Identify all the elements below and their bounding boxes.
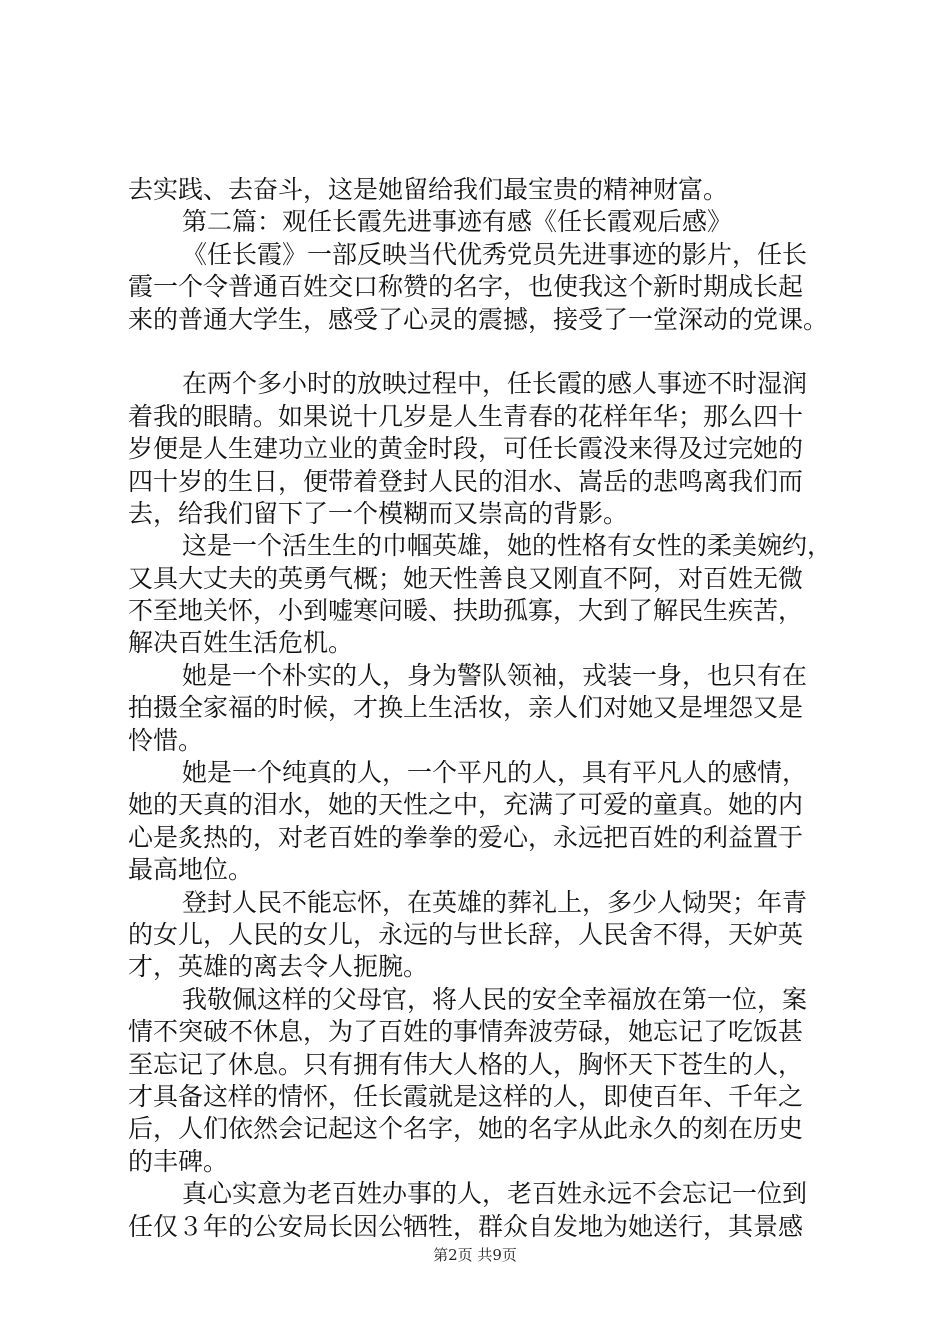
text-line: 最高地位。: [128, 855, 254, 885]
text-line: 岁便是人生建功立业的黄金时段，可任长霞没来得及过完她的: [128, 434, 804, 464]
text-line: 任仅３年的公安局长因公牺牲，群众自发地为她送行，其景感: [128, 1211, 804, 1241]
text-line: 又具大丈夫的英勇气概；她天性善良又刚直不阿，对百姓无微: [128, 563, 804, 593]
text-line: 才具备这样的情怀，任长霞就是这样的人，即使百年、千年之: [128, 1081, 804, 1111]
text-line: 情不突破不休息，为了百姓的事情奔波劳碌，她忘记了吃饭甚: [128, 1017, 804, 1047]
text-line: 的丰碑。: [128, 1146, 229, 1176]
text-line: 四十岁的生日，便带着登封人民的泪水、嵩岳的悲鸣离我们而: [128, 466, 804, 496]
text-line: 才，英雄的离去令人扼腕。: [128, 952, 429, 982]
page-number-footer: 第2页 共9页: [433, 1246, 517, 1264]
text-line: 来的普通大学生，感受了心灵的震撼，接受了一堂深动的党课。: [128, 304, 829, 334]
text-line: 去实践、去奋斗，这是她留给我们最宝贵的精神财富。: [128, 175, 729, 204]
text-line: 至忘记了休息。只有拥有伟大人格的人，胸怀天下苍生的人，: [128, 1049, 804, 1079]
text-line: 登封人民不能忘怀，在英雄的葬礼上，多少人恸哭；年青: [182, 887, 808, 917]
text-line: 《任长霞》一部反映当代优秀党员先进事迹的影片，任长: [182, 239, 808, 269]
text-line: 她是一个朴实的人，身为警队领袖，戎装一身，也只有在: [182, 660, 808, 690]
text-line: 真心实意为老百姓办事的人，老百姓永远不会忘记一位到: [182, 1179, 808, 1209]
text-line: 不至地关怀，小到嘘寒问暖、扶助孤寡，大到了解民生疾苦，: [128, 596, 804, 626]
text-line: 她是一个纯真的人，一个平凡的人，具有平凡人的感情，: [182, 758, 808, 788]
text-line: 后，人们依然会记起这个名字，她的名字从此永久的刻在历史: [128, 1114, 804, 1144]
text-line: 解决百姓生活危机。: [128, 628, 354, 658]
text-line: 怜惜。: [128, 725, 204, 755]
text-line: 着我的眼睛。如果说十几岁是人生青春的花样年华；那么四十: [128, 401, 804, 431]
text-line: 霞一个令普通百姓交口称赞的名字，也使我这个新时期成长起: [128, 272, 804, 302]
blank-line: [128, 336, 838, 368]
text-line: 这是一个活生生的巾帼英雄，她的性格有女性的柔美婉约，: [182, 531, 833, 561]
text-line: 去，给我们留下了一个模糊而又崇高的背影。: [128, 498, 629, 528]
text-line: 心是炙热的，对老百姓的拳拳的爱心，永远把百姓的利益置于: [128, 822, 804, 852]
text-line: 在两个多小时的放映过程中，任长霞的感人事迹不时湿润: [182, 369, 808, 399]
text-line: 我敬佩这样的父母官，将人民的安全幸福放在第一位，案: [182, 984, 808, 1014]
document-body: [128, 174, 838, 1243]
text-line: 拍摄全家福的时候，才换上生活妆，亲人们对她又是埋怨又是: [128, 693, 804, 723]
text-line: 的女儿，人民的女儿，永远的与世长辞，人民舍不得，天妒英: [128, 919, 804, 949]
text-line: 她的天真的泪水，她的天性之中，充满了可爱的童真。她的内: [128, 790, 804, 820]
section-heading: 第二篇：观任长霞先进事迹有感《任长霞观后感》: [182, 207, 733, 237]
